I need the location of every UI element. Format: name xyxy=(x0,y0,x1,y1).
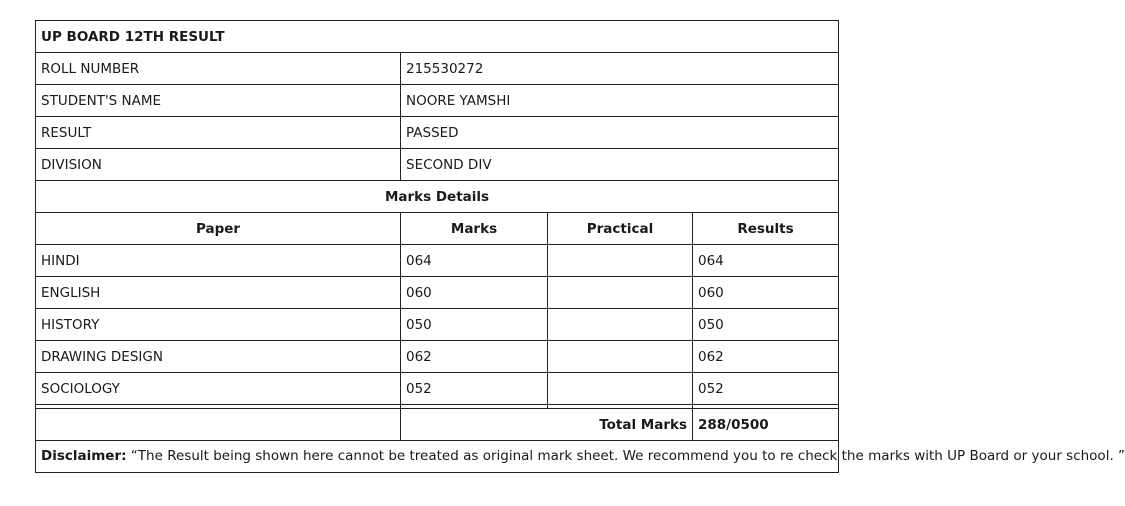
result-cell: 052 xyxy=(693,373,839,405)
disclaimer-row xyxy=(36,441,839,473)
division-label: DIVISION xyxy=(36,149,401,181)
paper-cell: HINDI xyxy=(36,245,401,277)
table-row xyxy=(36,245,839,277)
marks-cell: 062 xyxy=(401,341,548,373)
result-cell: 050 xyxy=(693,309,839,341)
paper-cell: ENGLISH xyxy=(36,277,401,309)
paper-cell: DRAWING DESIGN xyxy=(36,341,401,373)
practical-cell xyxy=(548,341,693,373)
total-marks-value: 288/0500 xyxy=(693,409,839,441)
division-row xyxy=(36,149,839,181)
total-marks-label: Total Marks xyxy=(401,409,693,441)
practical-cell xyxy=(548,373,693,405)
roll-number-label: ROLL NUMBER xyxy=(36,53,401,85)
result-cell: 064 xyxy=(693,245,839,277)
column-header-paper: Paper xyxy=(36,213,401,245)
table-row xyxy=(36,341,839,373)
column-header-marks: Marks xyxy=(401,213,548,245)
column-header-results: Results xyxy=(693,213,839,245)
student-name-row xyxy=(36,85,839,117)
paper-cell: SOCIOLOGY xyxy=(36,373,401,405)
table-row xyxy=(36,309,839,341)
practical-cell xyxy=(548,245,693,277)
practical-cell xyxy=(548,277,693,309)
disclaimer-text: “The Result being shown here cannot be treated as original mark sheet. We recommend you to re check the marks with UP Board or your school. ” xyxy=(126,448,1125,464)
marks-details-heading: Marks Details xyxy=(36,181,839,213)
disclaimer xyxy=(36,441,1125,473)
result-row xyxy=(36,117,839,149)
student-name-label: STUDENT'S NAME xyxy=(36,85,401,117)
disclaimer-label: Disclaimer: xyxy=(41,448,127,464)
roll-number-value: 215530272 xyxy=(401,53,839,85)
paper-cell: HISTORY xyxy=(36,309,401,341)
marks-section-row xyxy=(36,181,839,213)
column-header-practical: Practical xyxy=(548,213,693,245)
division-value: SECOND DIV xyxy=(401,149,839,181)
result-title: UP BOARD 12TH RESULT xyxy=(36,21,839,53)
roll-number-row xyxy=(36,53,839,85)
marks-cell: 064 xyxy=(401,245,548,277)
result-label: RESULT xyxy=(36,117,401,149)
total-empty-cell xyxy=(36,409,401,441)
marks-header-row xyxy=(36,213,839,245)
student-name-value: NOORE YAMSHI xyxy=(401,85,839,117)
marks-cell: 060 xyxy=(401,277,548,309)
practical-cell xyxy=(548,309,693,341)
result-value: PASSED xyxy=(401,117,839,149)
result-table xyxy=(35,20,1125,473)
result-cell: 062 xyxy=(693,341,839,373)
table-row xyxy=(36,373,839,405)
title-row xyxy=(36,21,839,53)
total-row xyxy=(36,409,839,441)
marks-cell: 052 xyxy=(401,373,548,405)
result-cell: 060 xyxy=(693,277,839,309)
table-row xyxy=(36,277,839,309)
marks-cell: 050 xyxy=(401,309,548,341)
